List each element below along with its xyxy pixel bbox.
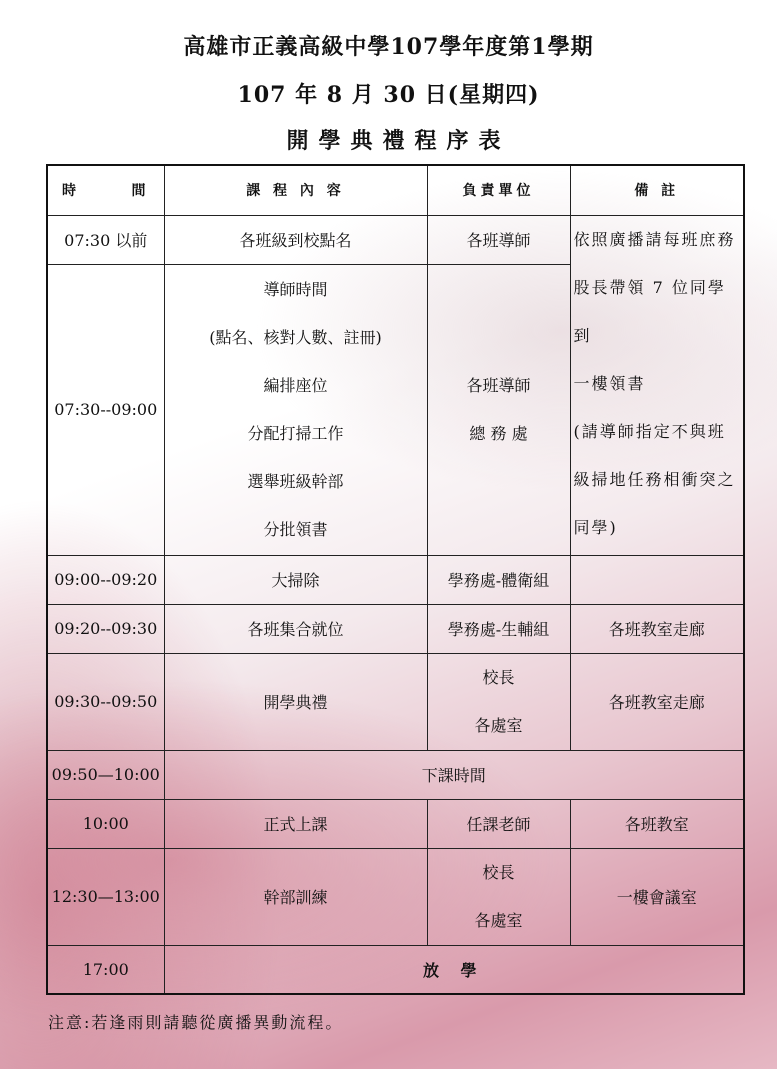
row-time: 09:50—10:00 [47,750,164,799]
document-title: 高雄市正義高級中學107學年度第1學期 [183,34,594,60]
table-row [47,215,744,264]
row-time: 12:30—13:00 [47,848,164,945]
footer-note: 注意:若逢雨則請聽從廣播異動流程。 [48,1013,344,1032]
row-unit: 學務處-體衛組 [427,555,570,604]
row-remark: 一樓會議室 [570,848,744,945]
table-header-row [47,165,744,215]
table-row [47,848,744,945]
row-content: 開學典禮 [164,653,427,750]
row-remark [570,555,744,604]
header-content: 課 程 內 容 [164,165,427,215]
row-content: 幹部訓練 [164,848,427,945]
row-remark: 各班教室走廊 [570,653,744,750]
row-content: 各班級到校點名 [164,215,427,264]
row-time: 09:20--09:30 [47,604,164,653]
table-row [47,653,744,750]
row-unit: 學務處-生輔組 [427,604,570,653]
table-row [47,604,744,653]
row-unit: 各班導師 總 務 處 [427,264,570,555]
row-time: 07:30--09:00 [47,264,164,555]
row-time: 10:00 [47,799,164,848]
row-content: 各班集合就位 [164,604,427,653]
row-content: 導師時間 (點名、核對人數、註冊) 編排座位 分配打掃工作 選舉班級幹部 分批領書 [164,264,427,555]
header-remark: 備 註 [570,165,744,215]
row-unit: 各班導師 [427,215,570,264]
row-unit: 校長 各處室 [427,848,570,945]
table-row [47,945,744,994]
row-content: 大掃除 [164,555,427,604]
document-date: 107 年 8 月 30 日(星期四) [237,82,540,108]
row-time: 09:00--09:20 [47,555,164,604]
row-time: 09:30--09:50 [47,653,164,750]
row-remark: 各班教室走廊 [570,604,744,653]
header-time: 時 間 [47,165,164,215]
row-content: 放 學 [164,945,744,994]
document-subtitle: 開學典禮程序表 [286,128,511,154]
row-remark-merged: 依照廣播請每班庶務 股長帶領 7 位同學到 一樓領書 (請導師指定不與班 級掃地任務相衝突之 同學) [570,215,744,555]
row-remark: 各班教室 [570,799,744,848]
row-content: 正式上課 [164,799,427,848]
row-unit: 任課老師 [427,799,570,848]
row-time: 07:30 以前 [47,215,164,264]
row-unit: 校長 各處室 [427,653,570,750]
header-unit: 負責單位 [427,165,570,215]
table-row [47,750,744,799]
schedule-table [46,164,745,995]
table-row [47,799,744,848]
row-time: 17:00 [47,945,164,994]
row-content: 下課時間 [164,750,744,799]
table-row [47,555,744,604]
